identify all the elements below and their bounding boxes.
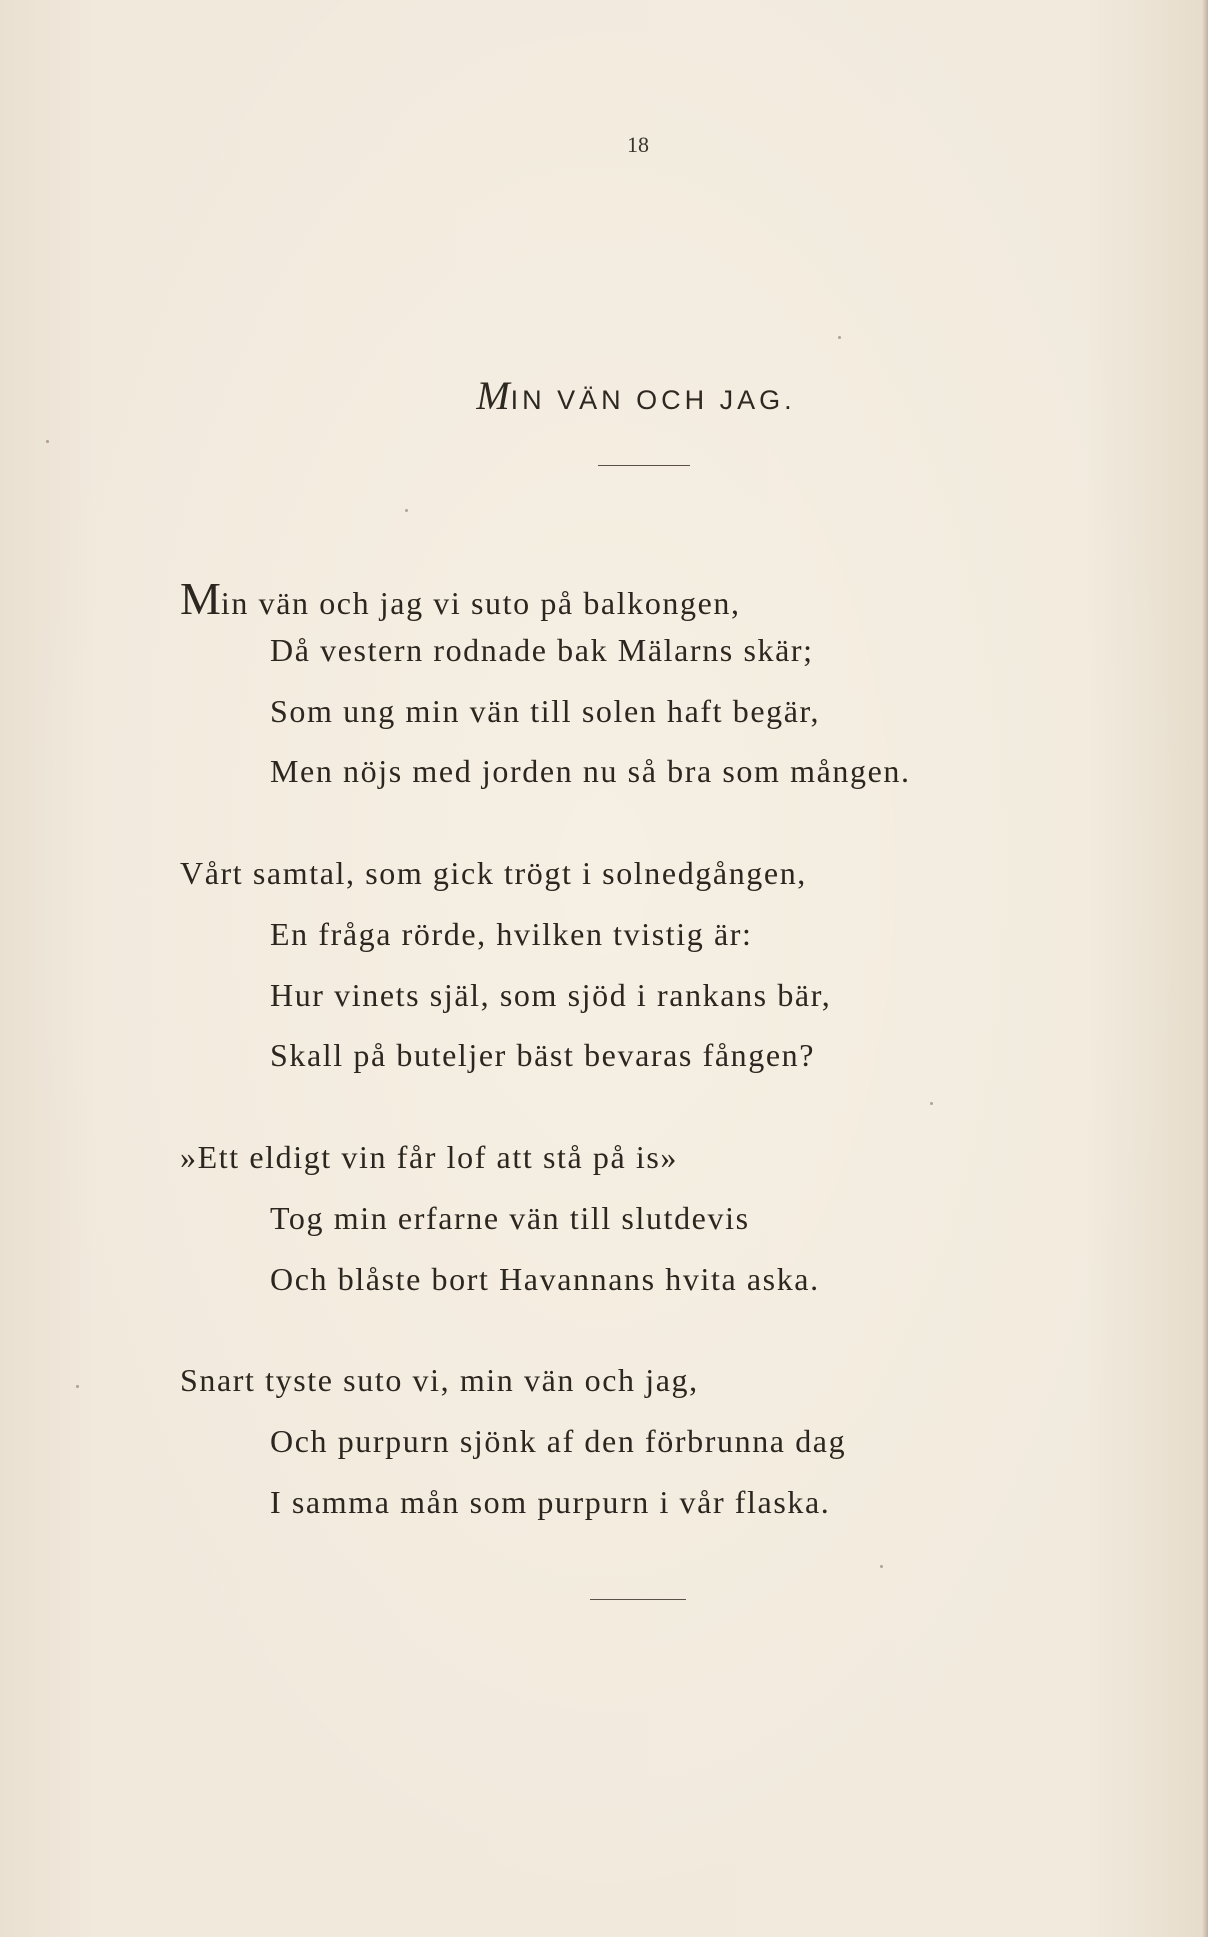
paper-speck (930, 1102, 933, 1105)
drop-cap: M (180, 573, 221, 624)
poem-line: Men nöjs med jorden nu så bra som mången. (270, 753, 911, 789)
poem-title-rest: IN VÄN OCH JAG. (510, 385, 796, 415)
paper-speck (46, 440, 49, 443)
poem-line: Som ung min vän till solen haft begär, (270, 693, 821, 729)
poem-line: »Ett eldigt vin får lof att stå på is» (180, 1139, 679, 1175)
poem-line (180, 572, 741, 625)
end-divider (590, 1599, 686, 1600)
poem-line: Hur vinets själ, som sjöd i rankans bär, (270, 977, 832, 1013)
poem-line: Vårt samtal, som gick trögt i solnedgången, (180, 855, 807, 891)
poem-line: Tog min erfarne vän till slutdevis (270, 1200, 750, 1236)
poem-title (0, 372, 1208, 419)
poem-line: En fråga rörde, hvilken tvistig är: (270, 916, 753, 952)
poem-line: Och blåste bort Havannans hvita aska. (270, 1261, 820, 1297)
title-divider (598, 465, 690, 466)
poem-line: Och purpurn sjönk af den förbrunna dag (270, 1423, 847, 1459)
paper-speck (76, 1385, 79, 1388)
page-number: 18 (627, 132, 649, 157)
paper-speck (405, 509, 408, 512)
poem-line: Snart tyste suto vi, min vän och jag, (180, 1362, 699, 1398)
poem-line: I samma mån som purpurn i vår flaska. (270, 1484, 831, 1520)
poem-title-initial: M (476, 373, 511, 418)
poem-line: Då vestern rodnade bak Mälarns skär; (270, 632, 814, 668)
paper-speck (838, 336, 841, 339)
poem-line-text: in vän och jag vi suto på balkongen, (220, 585, 741, 621)
page-edge-shadow (1202, 0, 1208, 1937)
paper-speck (880, 1565, 883, 1568)
poem-line: Skall på buteljer bäst bevaras fången? (270, 1037, 816, 1073)
